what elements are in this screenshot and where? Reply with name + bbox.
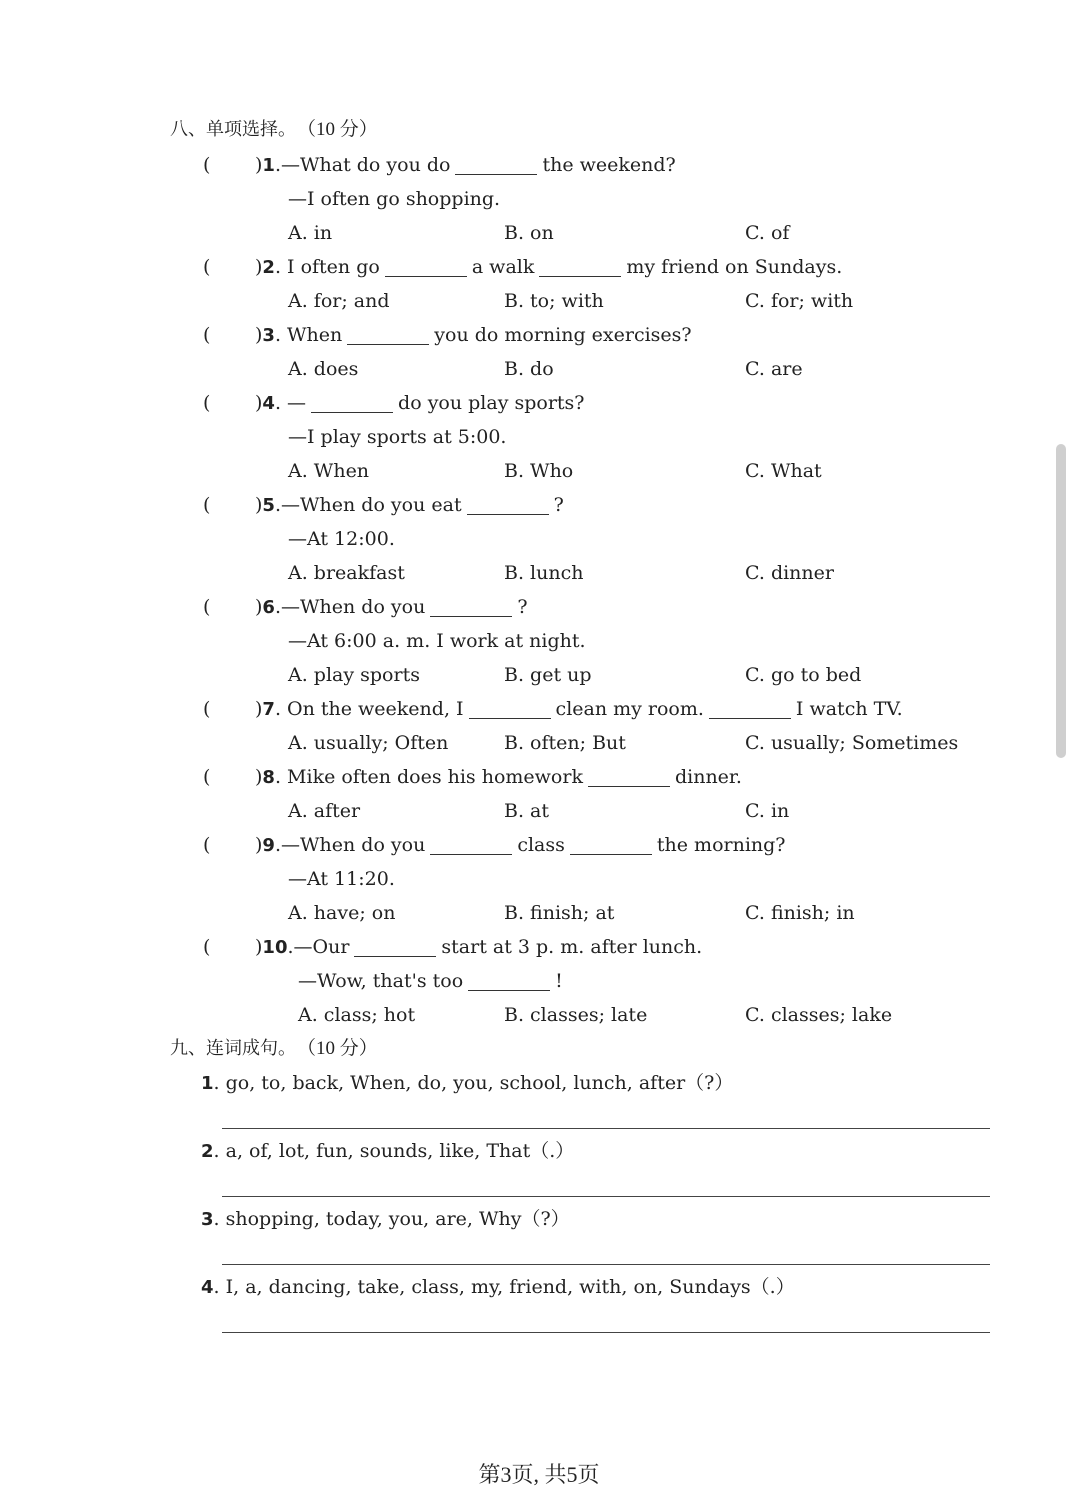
fill-blank — [468, 968, 550, 991]
question-text: .—When do you — [274, 834, 426, 856]
answer-paren: ( — [203, 154, 211, 176]
option-c: C. usually; Sometimes — [745, 732, 959, 754]
answer-paren: ( — [203, 324, 211, 346]
question-number: 3 — [262, 325, 275, 346]
reply-text: —At 12:00. — [288, 528, 395, 550]
option-a: A. after — [288, 800, 361, 822]
option-a: A. have; on — [288, 902, 396, 924]
fill-blank — [311, 390, 393, 413]
option-b: B. do — [504, 358, 554, 380]
option-c: C. are — [745, 358, 803, 380]
answer-line[interactable] — [222, 1196, 990, 1197]
question-number: 6 — [262, 597, 275, 618]
question-number: 5 — [262, 495, 275, 516]
item-words: . go, to, back, When, do, you, school, lunch, after（?） — [213, 1072, 734, 1094]
question-text: ? — [553, 494, 564, 516]
paren-close: ) — [255, 154, 263, 176]
option-c: C. in — [745, 800, 790, 822]
question-text: my friend on Sundays. — [626, 256, 843, 278]
question-text: class — [517, 834, 565, 856]
item-number: 4 — [201, 1277, 214, 1298]
answer-paren: ( — [203, 936, 211, 958]
answer-paren: ( — [203, 256, 211, 278]
paren-close: ) — [255, 256, 263, 278]
option-c: C. for; with — [745, 290, 854, 312]
reply-text: —I often go shopping. — [288, 188, 501, 210]
option-a: A. in — [288, 222, 333, 244]
option-c: C. dinner — [745, 562, 834, 584]
section-9-points: （10 分） — [297, 1038, 378, 1059]
item-words: . shopping, today, you, are, Why（?） — [213, 1208, 570, 1230]
option-a: A. does — [288, 358, 359, 380]
answer-paren: ( — [203, 766, 211, 788]
paren-close: ) — [255, 324, 263, 346]
paren-close: ) — [255, 936, 263, 958]
answer-paren: ( — [203, 494, 211, 516]
question-text: dinner. — [674, 766, 742, 788]
question-number: 9 — [262, 835, 275, 856]
question-text: . I often go — [274, 256, 380, 278]
fill-blank — [455, 152, 537, 175]
fill-blank — [430, 594, 512, 617]
question-text: you do morning exercises? — [434, 324, 692, 346]
question-text: start at 3 p. m. after lunch. — [441, 936, 703, 958]
fill-blank — [570, 832, 652, 855]
question-number: 7 — [262, 699, 275, 720]
page-number: 第3页, 共5页 — [478, 1462, 600, 1487]
option-a: A. for; and — [288, 290, 390, 312]
section-8-points: （10 分） — [297, 119, 378, 140]
item-words: . I, a, dancing, take, class, my, friend, with, on, Sundays（.） — [213, 1276, 795, 1298]
option-b: B. to; with — [504, 290, 604, 312]
question-text: .—When do you — [274, 596, 426, 618]
reply-text: —Wow, that's too — [298, 970, 464, 992]
fill-blank — [469, 696, 551, 719]
option-a: A. play sports — [288, 664, 420, 686]
item-number: 3 — [201, 1209, 214, 1230]
reply-text: —I play sports at 5:00. — [288, 426, 507, 448]
answer-line[interactable] — [222, 1128, 990, 1129]
option-c: C. of — [745, 222, 790, 244]
option-b: B. Who — [504, 460, 574, 482]
option-c: C. classes; lake — [745, 1004, 893, 1026]
option-b: B. classes; late — [504, 1004, 648, 1026]
option-b: B. on — [504, 222, 554, 244]
question-text: ? — [517, 596, 528, 618]
option-c: C. What — [745, 460, 822, 482]
fill-blank — [467, 492, 549, 515]
question-text: I watch TV. — [795, 698, 903, 720]
scrollbar-thumb[interactable] — [1056, 444, 1066, 758]
paren-close: ) — [255, 596, 263, 618]
item-number: 2 — [201, 1141, 214, 1162]
paren-close: ) — [255, 766, 263, 788]
option-a: A. breakfast — [288, 562, 405, 584]
answer-line[interactable] — [222, 1264, 990, 1265]
question-number: 2 — [262, 257, 275, 278]
question-text: clean my room. — [555, 698, 704, 720]
question-text: . Mike often does his homework — [274, 766, 583, 788]
question-number: 8 — [262, 767, 275, 788]
option-a: A. usually; Often — [288, 732, 449, 754]
item-words: . a, of, lot, fun, sounds, like, That（.） — [213, 1140, 575, 1162]
question-text: a walk — [471, 256, 535, 278]
question-text: . — — [274, 392, 307, 414]
option-b: B. lunch — [504, 562, 584, 584]
fill-blank — [385, 254, 467, 277]
option-b: B. finish; at — [504, 902, 615, 924]
answer-line[interactable] — [222, 1332, 990, 1333]
fill-blank — [430, 832, 512, 855]
fill-blank — [354, 934, 436, 957]
question-text: . When — [274, 324, 343, 346]
section-9-title: 九、连词成句。 — [170, 1038, 296, 1059]
reply-text: —At 6:00 a. m. I work at night. — [288, 630, 586, 652]
question-number: 10 — [262, 937, 288, 958]
option-a: A. class; hot — [298, 1004, 416, 1026]
question-text: the weekend? — [542, 154, 676, 176]
question-text: do you play sports? — [398, 392, 585, 414]
paren-close: ) — [255, 494, 263, 516]
option-c: C. finish; in — [745, 902, 855, 924]
section-8-title: 八、单项选择。 — [170, 119, 296, 140]
option-b: B. at — [504, 800, 550, 822]
option-c: C. go to bed — [745, 664, 862, 686]
question-number: 1 — [262, 155, 275, 176]
fill-blank — [347, 322, 429, 345]
answer-paren: ( — [203, 392, 211, 414]
option-b: B. get up — [504, 664, 592, 686]
question-text: .—When do you eat — [274, 494, 462, 516]
answer-paren: ( — [203, 834, 211, 856]
answer-paren: ( — [203, 596, 211, 618]
paren-close: ) — [255, 698, 263, 720]
fill-blank — [588, 764, 670, 787]
question-text: .—What do you do — [274, 154, 451, 176]
question-number: 4 — [262, 393, 275, 414]
paren-close: ) — [255, 392, 263, 414]
option-b: B. often; But — [504, 732, 626, 754]
fill-blank — [539, 254, 621, 277]
option-a: A. When — [288, 460, 370, 482]
question-text: . On the weekend, I — [274, 698, 464, 720]
fill-blank — [709, 696, 791, 719]
question-text: the morning? — [656, 834, 786, 856]
reply-text: —At 11:20. — [288, 868, 395, 890]
reply-text: ! — [555, 970, 563, 992]
paren-close: ) — [255, 834, 263, 856]
answer-paren: ( — [203, 698, 211, 720]
item-number: 1 — [201, 1073, 214, 1094]
question-text: .—Our — [287, 936, 350, 958]
